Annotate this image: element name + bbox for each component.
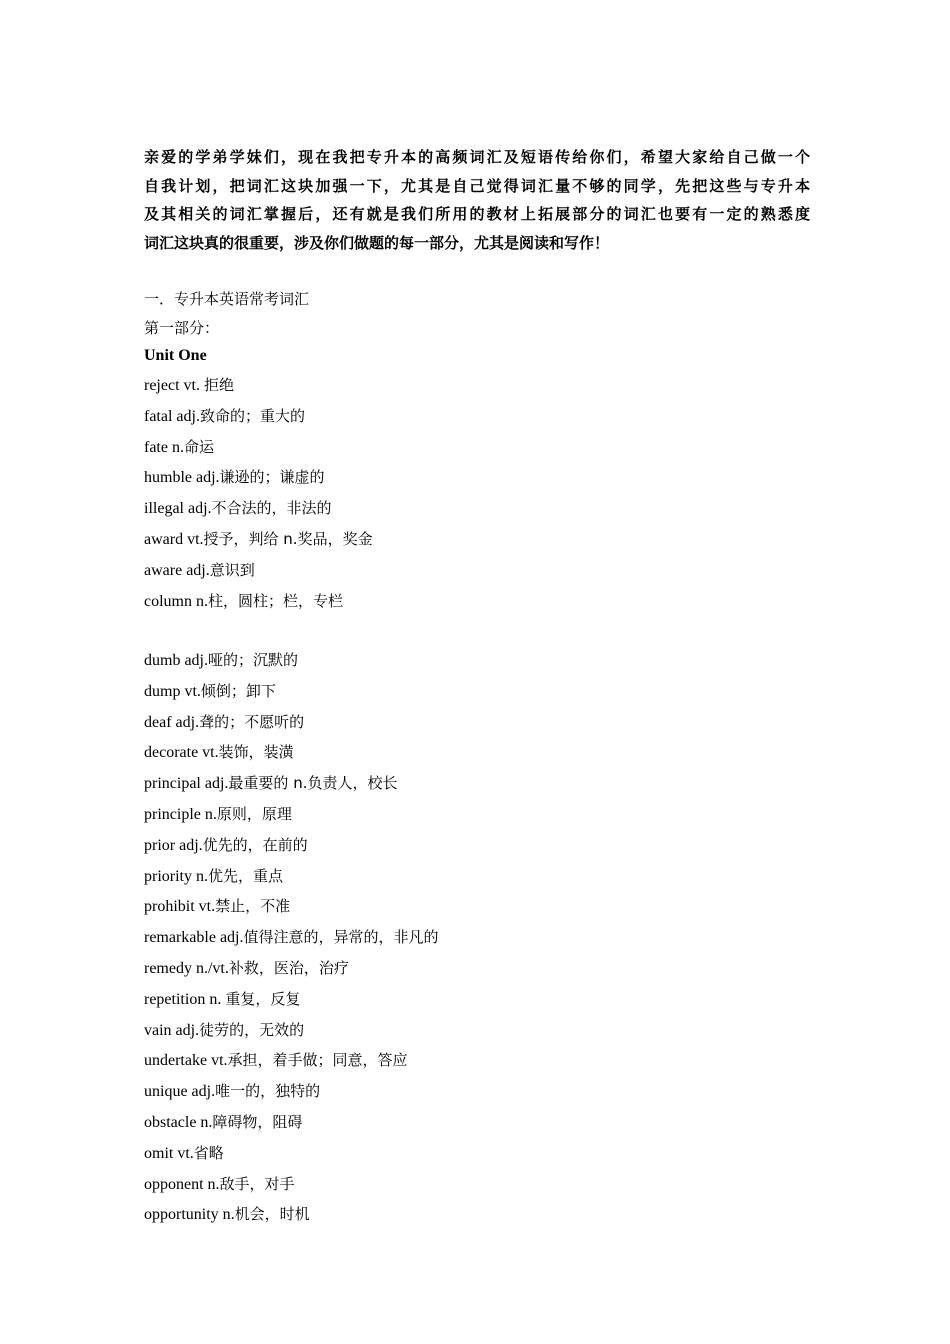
vocab-meaning: 装饰，装潢 [218, 743, 294, 762]
vocab-word: fatal adj. [144, 407, 200, 425]
vocab-word: remedy n./vt. [144, 959, 229, 977]
vocab-meaning: 授予，判给 n.奖品，奖金 [203, 529, 373, 548]
vocab-entry [144, 586, 373, 617]
vocab-word: aware adj. [144, 561, 210, 579]
vocab-entry [144, 676, 439, 707]
vocab-word: deaf adj. [144, 713, 200, 731]
vocab-entry [144, 1169, 439, 1200]
vocab-list-group-2 [144, 645, 439, 1230]
vocab-entry [144, 891, 439, 922]
vocab-word: opportunity n. [144, 1206, 235, 1224]
vocab-entry [144, 1015, 439, 1046]
vocab-meaning: 优先的，在前的 [202, 835, 308, 854]
vocab-entry [144, 1076, 439, 1107]
vocab-word: priority n. [144, 867, 208, 885]
vocab-meaning: 最重要的 n.负责人，校长 [228, 774, 398, 793]
vocab-entry [144, 1199, 439, 1230]
vocab-word: principle n. [144, 805, 217, 823]
vocab-word: omit vt. [144, 1144, 194, 1162]
vocab-word: vain adj. [144, 1021, 200, 1039]
vocab-entry [144, 524, 373, 555]
intro-paragraph [144, 143, 810, 257]
vocab-meaning: 倾倒；卸下 [200, 681, 276, 700]
vocab-word: column n. [144, 592, 208, 610]
vocab-meaning: 重复，反复 [225, 989, 301, 1008]
vocab-entry [144, 984, 439, 1015]
unit-title: Unit One [144, 347, 207, 364]
vocab-meaning: 聋的；不愿听的 [199, 712, 305, 731]
vocab-word: repetition n. [144, 990, 226, 1008]
vocab-meaning: 障碍物，阻碍 [212, 1112, 303, 1131]
vocab-entry [144, 1045, 439, 1076]
vocab-meaning: 敌手，对手 [219, 1174, 295, 1193]
vocab-entry [144, 432, 373, 463]
vocab-entry [144, 707, 439, 738]
intro-line: 自我计划，把词汇这块加强一下，尤其是自己觉得词汇量不够的同学，先把这些与专升本 [144, 176, 810, 195]
vocab-word: illegal adj. [144, 500, 212, 518]
vocab-word: principal adj. [144, 775, 229, 793]
vocab-word: unique adj. [144, 1083, 216, 1101]
vocab-meaning: 补救，医治，治疗 [228, 958, 349, 977]
vocab-entry [144, 830, 439, 861]
vocab-meaning: 拒绝 [203, 376, 234, 394]
vocab-entry [144, 953, 439, 984]
vocab-meaning: 优先，重点 [208, 866, 284, 885]
vocab-entry [144, 555, 373, 586]
vocab-entry [144, 768, 439, 799]
vocab-entry [144, 799, 439, 830]
vocab-list-group-1 [144, 370, 373, 616]
vocab-meaning: 省略 [193, 1143, 224, 1162]
vocab-word: dump vt. [144, 682, 201, 700]
vocab-entry [144, 737, 439, 768]
vocab-meaning: 禁止，不准 [215, 897, 291, 916]
vocab-word: prior adj. [144, 836, 203, 854]
vocab-entry [144, 370, 373, 401]
vocab-entry [144, 493, 373, 524]
vocab-word: award vt. [144, 530, 204, 548]
vocab-word: obstacle n. [144, 1113, 213, 1131]
vocab-word: reject vt. [144, 377, 204, 394]
vocab-entry [144, 462, 373, 493]
vocab-meaning: 原则，原理 [216, 804, 292, 823]
section-title: 一．专升本英语常考词汇 [144, 290, 310, 308]
vocab-meaning: 徒劳的，无效的 [199, 1020, 305, 1039]
vocab-meaning: 机会，时机 [234, 1205, 310, 1224]
vocab-word: opponent n. [144, 1175, 220, 1193]
vocab-word: remarkable adj. [144, 929, 244, 947]
vocab-meaning: 哑的；沉默的 [208, 651, 299, 669]
vocab-word: decorate vt. [144, 744, 219, 762]
vocab-meaning: 承担，着手做；同意，答应 [227, 1051, 408, 1070]
vocab-meaning: 值得注意的，异常的，非凡的 [243, 928, 439, 947]
vocab-meaning: 致命的；重大的 [199, 406, 305, 425]
vocab-meaning: 谦逊的；谦虚的 [219, 468, 325, 487]
vocab-entry [144, 645, 439, 676]
intro-line: 及其相关的词汇掌握后，还有就是我们所用的教材上拓展部分的词汇也要有一定的熟悉度 [144, 205, 810, 223]
vocab-entry [144, 922, 439, 953]
vocab-meaning: 意识到 [209, 560, 255, 579]
vocab-entry [144, 861, 439, 892]
vocab-meaning: 命运 [183, 437, 214, 456]
vocab-word: fate n. [144, 438, 184, 456]
intro-line: 词汇这块真的很重要，涉及你们做题的每一部分，尤其是阅读和写作！ [144, 233, 610, 252]
vocab-entry [144, 1138, 439, 1169]
vocab-entry [144, 401, 373, 432]
vocab-entry [144, 1107, 439, 1138]
intro-line: 亲爱的学弟学妹们，现在我把专升本的高频词汇及短语传给你们，希望大家给自己做一个 [144, 148, 810, 166]
part-title: 第一部分： [144, 319, 220, 337]
vocab-meaning: 柱，圆柱；栏，专栏 [208, 591, 344, 610]
vocab-word: humble adj. [144, 469, 220, 487]
vocab-meaning: 唯一的，独特的 [215, 1082, 321, 1101]
vocab-word: prohibit vt. [144, 898, 216, 916]
vocab-word: dumb adj. [144, 652, 208, 669]
vocab-meaning: 不合法的，非法的 [211, 499, 332, 518]
vocab-word: undertake vt. [144, 1052, 228, 1070]
